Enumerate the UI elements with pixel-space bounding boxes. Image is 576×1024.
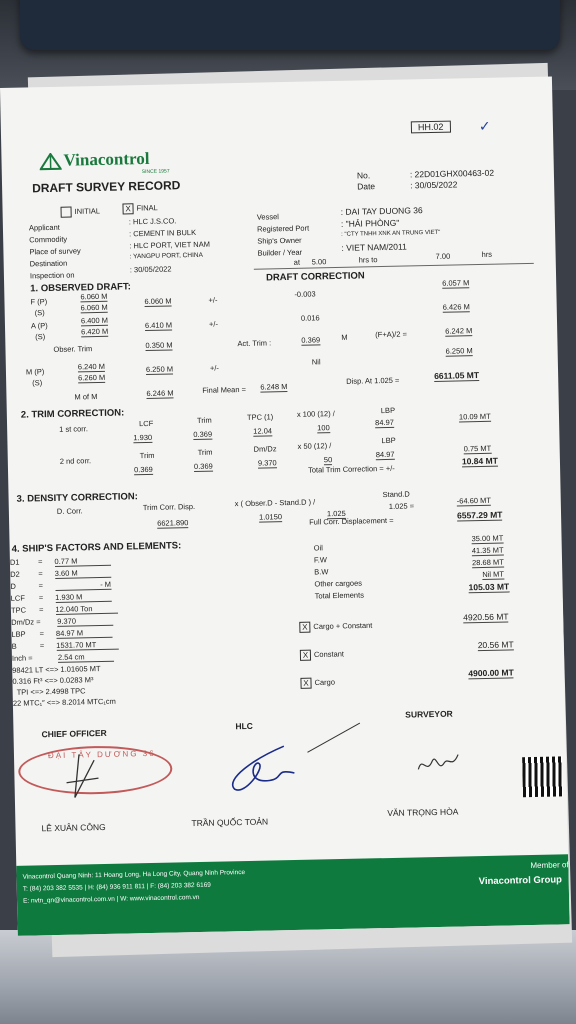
corr-a: 0.016 xyxy=(300,313,320,323)
place-value: : HLC PORT, VIET NAM xyxy=(129,239,210,251)
hlc-heading: HLC xyxy=(235,720,254,732)
first-corr-label: 1 st corr. xyxy=(59,424,89,434)
conversion-4: 22 MTC₁″ <=> 8.2014 MTC₁cm xyxy=(12,696,116,708)
res-fa: 6.242 M xyxy=(445,326,473,336)
final-checkbox: X xyxy=(122,203,133,214)
tcd-value: 6621.890 xyxy=(157,518,189,528)
factor-row: LBP = 84.97 M xyxy=(11,628,118,642)
builder-label: Builder / Year xyxy=(257,247,303,258)
x50-label: x 50 (12) / xyxy=(297,441,332,451)
trim-header-2: Trim xyxy=(139,450,155,461)
m-of-m-label: M of M xyxy=(74,392,98,402)
fw-label: F.W xyxy=(313,555,327,565)
m-mean-value: 6.250 M xyxy=(145,364,174,375)
stand-value: 1.025 xyxy=(326,508,346,519)
corr-f: -0.003 xyxy=(294,289,316,299)
total-trim-value: 10.84 MT xyxy=(461,455,498,467)
chief-officer-heading: CHIEF OFFICER xyxy=(41,727,107,740)
pm-a: +/- xyxy=(208,319,219,329)
footer-member: Member of xyxy=(530,860,569,871)
ship-heading: 4. SHIP'S FACTORS AND ELEMENTS: xyxy=(11,540,182,555)
dcorr-label: D. Corr. xyxy=(56,506,83,516)
hundred-value: 100 xyxy=(317,423,330,433)
factor-row: D1 = 0.77 M xyxy=(10,556,117,570)
lbp-header-2: LBP xyxy=(381,435,396,446)
owner-label: Ship's Owner xyxy=(257,235,302,246)
dmdz-header: Dm/Dz xyxy=(253,444,277,454)
conversion-2: 0.316 Ft³ <=> 0.0283 M³ xyxy=(12,675,94,686)
final-mean-label: Final Mean = xyxy=(202,384,247,395)
fs-value: 6.060 M xyxy=(80,302,108,313)
vessel-value: : DAI TAY DUONG 36 xyxy=(340,205,423,217)
observed-heading: 1. OBSERVED DRAFT: xyxy=(30,281,131,295)
lbp-value-2: 84.97 xyxy=(375,449,395,460)
footer-bar xyxy=(16,854,569,936)
res-a: 6.426 M xyxy=(442,302,470,312)
lbp-value: 84.97 xyxy=(374,417,394,428)
corr-m: Nil xyxy=(311,357,321,367)
trim-header-3: Trim xyxy=(197,447,213,457)
obser-trim-label: Obser. Trim xyxy=(53,344,93,354)
trim-heading: 2. TRIM CORRECTION: xyxy=(20,407,125,421)
cargo-checkbox: X xyxy=(300,678,311,689)
port-label: Registered Port xyxy=(256,223,310,234)
to-value: 7.00 xyxy=(435,251,451,261)
ap-label: A (P) xyxy=(30,321,48,331)
trim-header: Trim xyxy=(196,415,212,425)
factor-row: Dm/Dz = 9.370 xyxy=(11,616,118,630)
obser-trim-value: 0.350 M xyxy=(145,340,173,351)
factor-row: LCF = 1.930 M xyxy=(11,592,118,606)
second-corr-result: 0.75 MT xyxy=(463,443,492,454)
builder-value: : VIET NAM/2011 xyxy=(341,241,407,253)
place-label: Place of survey xyxy=(29,246,81,257)
cargo-value: 4900.00 MT xyxy=(468,667,514,679)
fp-label: F (P) xyxy=(30,297,48,307)
mp-label: M (P) xyxy=(25,367,45,377)
commodity-value: : CEMENT IN BULK xyxy=(128,227,197,239)
conversion-1: 98421 LT <=> 1.01605 MT xyxy=(12,664,101,675)
act-trim-unit: M xyxy=(341,332,348,342)
pm-m: +/- xyxy=(209,363,219,373)
constant-label: Constant xyxy=(313,649,345,660)
conversion-3: TPI <=> 2.4998 TPC xyxy=(16,686,86,697)
factor-row: TPC = 12.040 Ton xyxy=(11,604,118,618)
factor-row: Inch = 2.54 cm xyxy=(12,652,119,666)
at-value: 5.00 xyxy=(311,257,327,267)
cargo-constant-checkbox: X xyxy=(299,622,310,633)
no-label: No. xyxy=(356,170,371,181)
port-value: : "HẢI PHÒNG" xyxy=(340,217,400,229)
commodity-label: Commodity xyxy=(29,234,68,245)
total-elements-label: Total Elements xyxy=(314,590,364,601)
stand-value-2: 1.025 = xyxy=(388,501,415,511)
date-value: : 30/05/2022 xyxy=(410,179,458,191)
tcd-label: Trim Corr. Disp. xyxy=(142,502,196,513)
dmdz-value: 9.370 xyxy=(257,458,277,468)
ms-label: (S) xyxy=(32,378,43,388)
as-value: 6.420 M xyxy=(81,326,109,337)
initial-option xyxy=(61,206,101,218)
footer-group: Vinacontrol Group xyxy=(478,874,563,888)
document-title: DRAFT SURVEY RECORD xyxy=(31,178,181,196)
fa2-label: (F+A)/2 = xyxy=(375,329,408,340)
lcf-header: LCF xyxy=(138,418,154,429)
as-label: (S) xyxy=(35,332,46,342)
tpc-header: TPC (1) xyxy=(246,412,274,422)
final-mean-value: 6.248 M xyxy=(260,382,288,392)
full-corr-label: Full Corr. Displacement = xyxy=(309,515,394,527)
applicant-label: Applicant xyxy=(28,222,60,233)
ap-value: 6.400 M xyxy=(80,315,109,326)
inspection-label: Inspection on xyxy=(29,270,75,281)
mp-value: 6.240 M xyxy=(77,361,106,372)
initial-checkbox xyxy=(61,207,72,218)
total-elements-value: 105.03 MT xyxy=(468,581,510,593)
act-trim-label: Act. Trim : xyxy=(237,338,272,349)
disp-label: Disp. At 1.025 = xyxy=(346,375,400,386)
factor-row: D = - M xyxy=(10,579,112,591)
signature-line xyxy=(307,723,360,753)
constant-checkbox: X xyxy=(300,650,311,661)
signature-surveyor-icon xyxy=(414,748,465,779)
signature-hlc-icon xyxy=(214,738,305,800)
surveyor-name: VĂN TRỌNG HÒA xyxy=(387,806,459,819)
f-mean-value: 6.060 M xyxy=(144,296,172,307)
lcf-value: 1.930 xyxy=(133,432,153,443)
footer-email: E: nvtn_qn@vinacontrol.com.vn | W: www.vinacontrol.com.vn xyxy=(22,894,200,905)
act-trim-value: 0.369 xyxy=(301,335,321,345)
lbp-header: LBP xyxy=(380,405,396,416)
trim-value-2: 0.369 xyxy=(133,464,153,475)
destination-value: : YANGPU PORT, CHINA xyxy=(129,251,203,261)
factor-row: B = 1531.70 MT xyxy=(12,640,119,654)
oil-value: 35.00 MT xyxy=(471,533,504,544)
draft-survey-document xyxy=(0,76,570,935)
hlc-name: TRẦN QUỐC TOẢN xyxy=(191,816,269,829)
hrs-label: hrs xyxy=(481,249,493,259)
trim-value: 0.369 xyxy=(193,429,213,440)
chief-officer-name: LÊ XUÂN CÔNG xyxy=(41,821,106,834)
ms-value: 6.260 M xyxy=(77,372,106,383)
draft-correction-heading: DRAFT CORRECTION xyxy=(265,270,365,284)
factor-row: D2 = 3.60 M xyxy=(10,568,117,582)
disp-value: 6611.05 MT xyxy=(434,370,480,381)
pm-f: +/- xyxy=(208,295,218,305)
x100-label: x 100 (12) / xyxy=(296,409,335,419)
cargo-constant-value: 4920.56 MT xyxy=(463,611,509,623)
destination-label: Destination xyxy=(29,258,68,269)
fp-value: 6.060 M xyxy=(80,291,108,302)
fs-label: (S) xyxy=(34,308,45,318)
inspection-value: : 30/05/2022 xyxy=(129,264,172,275)
m-of-m-value: 6.246 M xyxy=(146,388,174,398)
laptop-edge xyxy=(20,0,560,50)
vessel-label: Vessel xyxy=(256,212,279,222)
applicant-value: : HLC J.S.CO. xyxy=(128,216,177,227)
cargo-row xyxy=(300,677,335,689)
second-corr-label: 2 nd corr. xyxy=(59,456,92,466)
qr-code-icon xyxy=(522,756,563,797)
oil-label: Oil xyxy=(313,543,323,553)
brand-name: Vinacontrol xyxy=(63,148,150,170)
footer-phone: T: (84) 203 382 5535 | H: (84) 936 911 811 | F: (84) 203 382 6169 xyxy=(22,881,211,893)
no-value: : 22D01GHX00463-02 xyxy=(409,167,495,180)
footer-address: Vinacontrol Quang Ninh: 11 Hoang Long, Ha Long City, Quang Ninh Province xyxy=(22,869,246,881)
initial-label: INITIAL xyxy=(74,206,101,216)
owner-value: : "CTY TNHH XNK AN TRUNG VIET" xyxy=(341,229,441,238)
signature-chief-icon xyxy=(54,752,115,803)
stand-d-header: Stand.D xyxy=(382,489,410,500)
other-label: Other cargoes xyxy=(314,578,363,589)
obs-value: 1.0150 xyxy=(258,512,283,522)
brand-since: SINCE 1957 xyxy=(141,168,170,176)
constant-row xyxy=(300,649,344,661)
density-formula: x ( Obser.D - Stand.D ) / xyxy=(234,497,316,509)
hrs-to-label: hrs to xyxy=(358,255,378,265)
at-label: at xyxy=(293,257,301,267)
total-trim-label: Total Trim Correction = +/- xyxy=(307,463,395,475)
check-mark-icon: ✓ xyxy=(478,117,491,134)
surveyor-heading: SURVEYOR xyxy=(405,708,453,720)
scale-logo-icon xyxy=(39,153,61,171)
trim-value-3: 0.369 xyxy=(193,461,213,472)
res-m: 6.250 M xyxy=(445,346,473,356)
other-value: Nil MT xyxy=(482,569,505,580)
final-option xyxy=(122,203,157,215)
cargo-constant-row xyxy=(299,620,372,633)
bw-label: B.W xyxy=(314,567,329,577)
a-mean-value: 6.410 M xyxy=(144,320,173,331)
hh-code-box: HH.02 xyxy=(411,121,451,134)
date-label: Date xyxy=(357,181,376,192)
stamp-text: ĐẠI TÂY DƯƠNG 36 xyxy=(47,748,156,761)
bw-value: 28.68 MT xyxy=(471,557,504,568)
cargo-constant-label: Cargo + Constant xyxy=(313,620,373,632)
cargo-label: Cargo xyxy=(314,677,336,688)
res-f: 6.057 M xyxy=(442,278,470,288)
vinacontrol-logo xyxy=(39,153,61,176)
first-corr-result: 10.09 MT xyxy=(458,411,491,422)
final-label: FINAL xyxy=(136,203,158,213)
fifty-value: 50 xyxy=(323,455,333,465)
constant-value: 20.56 MT xyxy=(477,639,514,651)
ship-factors-list xyxy=(10,556,120,710)
density-result: -64.60 MT xyxy=(456,495,492,506)
tpc-value: 12.04 xyxy=(253,426,273,436)
density-heading: 3. DENSITY CORRECTION: xyxy=(16,491,138,505)
fw-value: 41.35 MT xyxy=(471,545,504,556)
full-corr-value: 6557.29 MT xyxy=(456,509,503,521)
